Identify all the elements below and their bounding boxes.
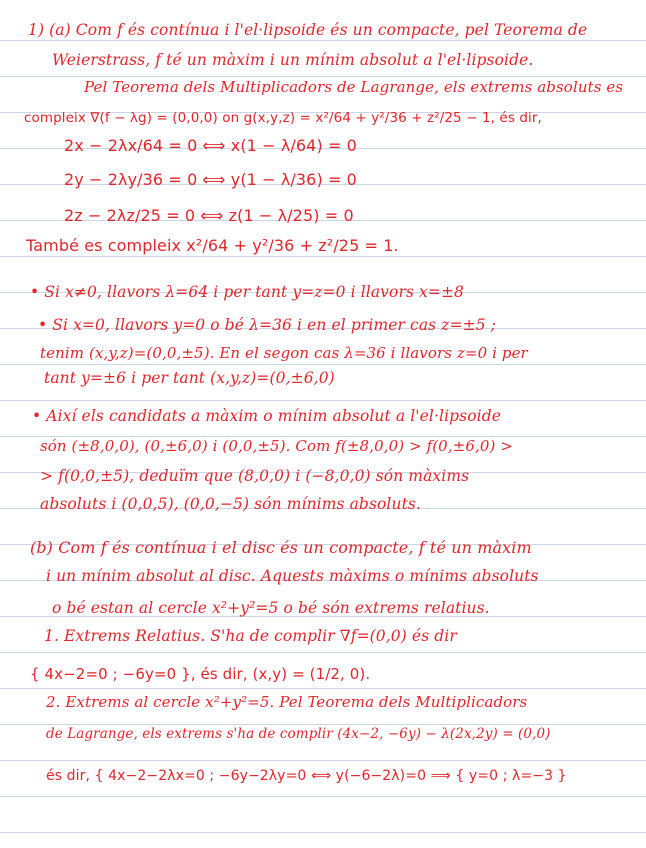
ruled-line xyxy=(0,760,646,761)
handwritten-line-1: 1) (a) Com f és contínua i l'el·lipsoide és un compacte, pel Teorema de xyxy=(28,21,588,39)
candidates-line-2: són (±8,0,0), (0,±6,0) i (0,0,±5). Com f(±8,0,0) > f(0,±6,0) > xyxy=(40,437,514,455)
case-x-zero-cont-1: tenim (x,y,z)=(0,0,±5). En el segon cas λ=36 i llavors z=0 i per xyxy=(40,344,528,362)
candidates-line-4: absoluts i (0,0,5), (0,0,−5) són mínims absoluts. xyxy=(40,495,421,513)
ruled-line xyxy=(0,256,646,257)
handwritten-line-4: compleix ∇(f − λg) = (0,0,0) on g(x,y,z) = x²/64 + y²/36 + z²/25 − 1, és dir, xyxy=(24,110,542,126)
ruled-line xyxy=(0,652,646,653)
handwritten-line-3: Pel Teorema dels Multiplicadors de Lagrange, els extrems absoluts es xyxy=(84,78,624,96)
lagrange-system: és dir, { 4x−2−2λx=0 ; −6y−2λy=0 ⟺ y(−6−2λ)=0 ⟹ { y=0 ; λ=−3 } xyxy=(46,768,567,784)
relative-extrema-system: { 4x−2=0 ; −6y=0 }, és dir, (x,y) = (1/2, 0). xyxy=(30,665,371,683)
case-x-zero-cont-2: tant y=±6 i per tant (x,y,z)=(0,±6,0) xyxy=(44,369,335,387)
equation-z: 2z − 2λz/25 = 0 ⟺ z(1 − λ/25) = 0 xyxy=(64,206,354,225)
relative-extrema-line: 1. Extrems Relatius. S'ha de complir ∇f=(0,0) és dir xyxy=(44,627,457,645)
part-b-line-2: i un mínim absolut al disc. Aquests màxims o mínims absoluts xyxy=(46,567,539,585)
constraint-line: També es compleix x²/64 + y²/36 + z²/25 = 1. xyxy=(26,236,399,255)
equation-x: 2x − 2λx/64 = 0 ⟺ x(1 − λ/64) = 0 xyxy=(64,136,357,155)
ruled-line xyxy=(0,400,646,401)
ruled-line xyxy=(0,832,646,833)
ruled-line xyxy=(0,688,646,689)
candidates-line-3: > f(0,0,±5), deduïm que (8,0,0) i (−8,0,0) són màxims xyxy=(40,467,470,485)
case-x-zero: • Si x=0, llavors y=0 o bé λ=36 i en el primer cas z=±5 ; xyxy=(38,316,496,334)
circle-extrema-line: 2. Extrems al cercle x²+y²=5. Pel Teorema dels Multiplicadors xyxy=(46,693,528,711)
lagrange-line: de Lagrange, els extrems s'ha de complir (4x−2, −6y) − λ(2x,2y) = (0,0) xyxy=(46,726,551,742)
candidates-line-1: • Així els candidats a màxim o mínim absolut a l'el·lipsoide xyxy=(32,407,501,425)
equation-y: 2y − 2λy/36 = 0 ⟺ y(1 − λ/36) = 0 xyxy=(64,170,357,189)
ruled-line xyxy=(0,796,646,797)
handwritten-line-2: Weierstrass, f té un màxim i un mínim absolut a l'el·lipsoide. xyxy=(52,51,534,69)
case-x-nonzero: • Si x≠0, llavors λ=64 i per tant y=z=0 i llavors x=±8 xyxy=(30,283,465,301)
part-b-line-1: (b) Com f és contínua i el disc és un compacte, f té un màxim xyxy=(30,538,532,557)
ruled-line xyxy=(0,40,646,41)
part-b-line-3: o bé estan al cercle x²+y²=5 o bé són extrems relatius. xyxy=(52,599,490,617)
ruled-line xyxy=(0,364,646,365)
